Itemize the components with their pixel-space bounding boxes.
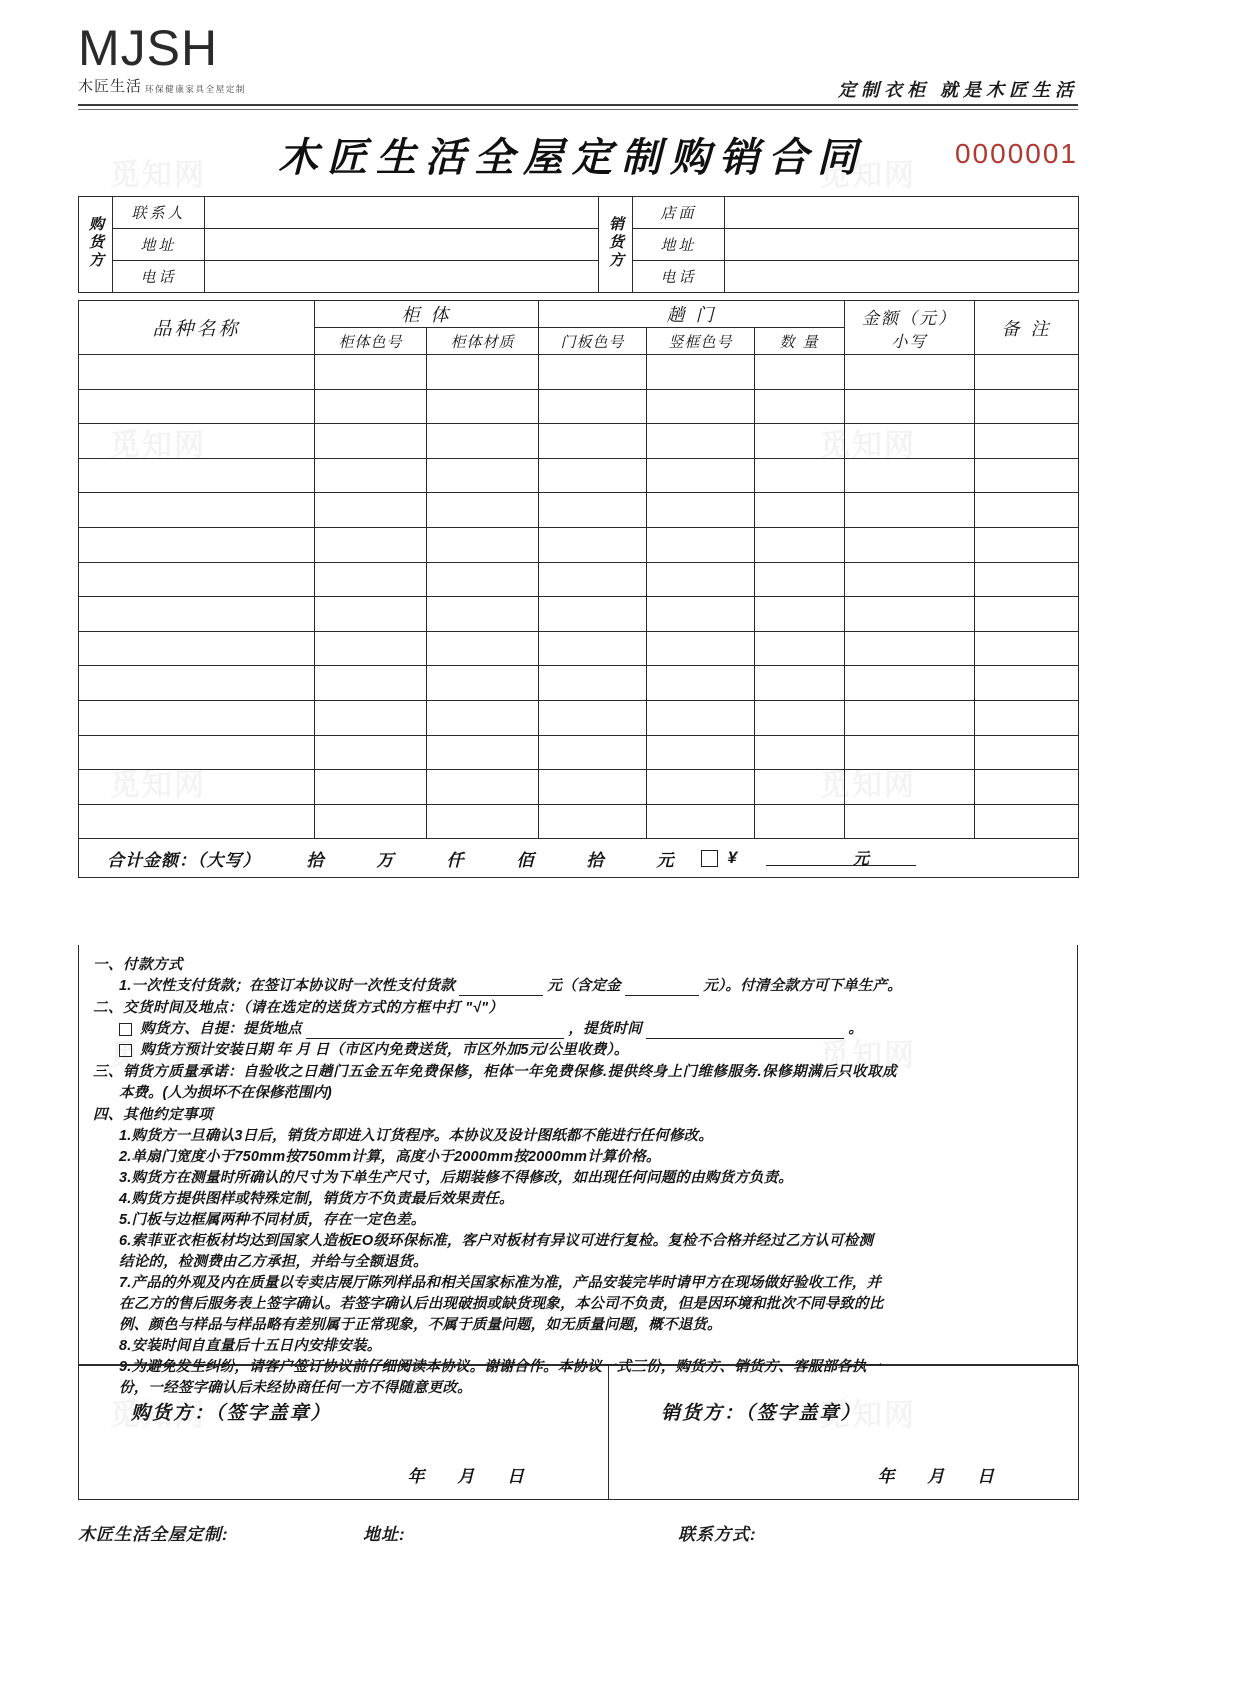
item-cell[interactable] — [539, 458, 647, 493]
terms-1-1-b: 元（含定金 — [547, 978, 621, 994]
item-cell[interactable] — [845, 389, 975, 424]
item-cell[interactable] — [427, 631, 539, 666]
item-cell[interactable] — [427, 666, 539, 701]
item-cell[interactable] — [539, 700, 647, 735]
col-vertical-frame-color-code: 竖框色号 — [647, 328, 755, 355]
item-cell[interactable] — [539, 666, 647, 701]
item-cell[interactable] — [427, 424, 539, 459]
terms-2-2 — [93, 1040, 1063, 1060]
signature-table — [78, 1365, 1079, 1500]
item-cell[interactable] — [755, 700, 845, 735]
item-cell[interactable] — [845, 424, 975, 459]
table-row — [79, 562, 1079, 597]
delivery-checkbox[interactable] — [119, 1044, 132, 1057]
buyer-signature-cell[interactable] — [79, 1366, 609, 1500]
unit-shi: 拾 — [586, 850, 605, 870]
col-door-panel-color-code: 门板色号 — [539, 328, 647, 355]
item-cell[interactable] — [755, 631, 845, 666]
col-group-cabinet: 柜 体 — [315, 301, 539, 328]
item-cell[interactable] — [975, 804, 1079, 839]
title-row — [78, 126, 1078, 182]
item-cell[interactable] — [427, 804, 539, 839]
buyer-address-label: 地址 — [113, 229, 205, 261]
terms-4-9b: 份，一经签字确认后未经协商任何一方不得随意更改。 — [119, 1380, 472, 1396]
item-cell[interactable] — [79, 804, 315, 839]
item-cell[interactable] — [315, 631, 427, 666]
header-divider — [78, 104, 1078, 106]
table-header-row — [79, 301, 1079, 328]
payment-amount-input[interactable] — [459, 981, 543, 996]
item-cell[interactable] — [315, 424, 427, 459]
buyer-phone-label: 电话 — [113, 261, 205, 293]
seller-signature-date[interactable]: 年 月 日 — [877, 1467, 1008, 1486]
col-cabinet-color-code: 柜体色号 — [315, 328, 427, 355]
item-cell[interactable] — [647, 631, 755, 666]
buyer-address-value[interactable] — [205, 229, 599, 261]
buyer-contact-label: 联系人 — [113, 197, 205, 229]
total-checkbox[interactable] — [701, 850, 718, 867]
pickup-location-input[interactable] — [306, 1024, 564, 1039]
item-cell[interactable] — [539, 804, 647, 839]
terms-section3-cont: 本费。(人为损坏不在保修范围内) — [119, 1085, 332, 1101]
item-cell[interactable] — [975, 389, 1079, 424]
item-cell[interactable] — [539, 424, 647, 459]
table-row — [79, 261, 1079, 293]
seller-phone-value[interactable] — [725, 261, 1079, 293]
item-cell[interactable] — [315, 527, 427, 562]
table-row — [79, 389, 1079, 424]
table-row — [79, 735, 1079, 770]
col-cabinet-material: 柜体材质 — [427, 328, 539, 355]
terms-4-9a: 9.为避免发生纠纷，请客户签订协议前仔细阅读本协议。谢谢合作。本协议一式三份，购货方、销货方、客服部各执一 — [119, 1359, 882, 1375]
terms-section1-title: 一、付款方式 — [93, 957, 183, 973]
item-cell[interactable] — [427, 735, 539, 770]
item-cell[interactable] — [845, 631, 975, 666]
item-cell[interactable] — [539, 527, 647, 562]
terms-1-1-a: 1.一次性支付货款；在签订本协议时一次性支付货款 — [119, 978, 455, 994]
seller-address-label: 地址 — [633, 229, 725, 261]
terms-4-8: 8.安装时间自直量后十五日内安排安装。 — [119, 1338, 382, 1354]
item-cell[interactable] — [315, 562, 427, 597]
logo-descriptor: 环保健康家具全屋定制 — [145, 84, 247, 94]
footer-address-label: 地址: — [363, 1525, 406, 1544]
item-cell[interactable] — [79, 735, 315, 770]
item-cell[interactable] — [845, 458, 975, 493]
item-cell[interactable] — [427, 562, 539, 597]
item-cell[interactable] — [647, 666, 755, 701]
unit-shi-wan: 拾 — [306, 850, 325, 870]
item-cell[interactable] — [539, 389, 647, 424]
parties-table — [78, 196, 1079, 293]
terms-section3-title: 三、销货方质量承诺：自验收之日趟门五金五年免费保修，柜体一年免费保修.提供终身上门维修服务.保修期满后只收取成 — [93, 1064, 898, 1080]
seller-store-value[interactable] — [725, 197, 1079, 229]
item-cell[interactable] — [647, 458, 755, 493]
item-cell[interactable] — [539, 493, 647, 528]
item-cell[interactable] — [79, 597, 315, 632]
item-cell[interactable] — [647, 597, 755, 632]
col-amount: 金额（元） 小写 — [845, 301, 975, 355]
item-cell[interactable] — [845, 770, 975, 805]
item-cell[interactable] — [315, 493, 427, 528]
item-cell[interactable] — [975, 527, 1079, 562]
item-cell[interactable] — [647, 804, 755, 839]
item-cell[interactable] — [755, 770, 845, 805]
item-cell[interactable] — [79, 770, 315, 805]
table-row — [79, 197, 1079, 229]
item-cell[interactable] — [975, 597, 1079, 632]
logo-subline — [78, 75, 246, 96]
table-row — [79, 1366, 1079, 1500]
item-cell[interactable] — [647, 562, 755, 597]
item-cell[interactable] — [427, 770, 539, 805]
item-cell[interactable] — [79, 562, 315, 597]
item-cell[interactable] — [755, 355, 845, 390]
page-title: 木匠生活全屋定制购销合同 — [278, 136, 866, 180]
total-amount-row — [79, 839, 1079, 878]
items-body — [79, 355, 1079, 839]
item-cell[interactable] — [79, 527, 315, 562]
brand-logo — [78, 22, 246, 96]
seller-signature-cell[interactable] — [609, 1366, 1079, 1500]
seller-phone-label: 电话 — [633, 261, 725, 293]
item-cell[interactable] — [79, 458, 315, 493]
item-cell[interactable] — [539, 735, 647, 770]
item-cell[interactable] — [539, 562, 647, 597]
terms-4-7a: 7.产品的外观及内在质量以专卖店展厅陈列样品和相关国家标准为准，产品安装完毕时请甲方在现场做好验收工作，并 — [119, 1275, 882, 1291]
item-cell[interactable] — [647, 355, 755, 390]
small-amount-unit: 元 — [852, 851, 870, 869]
currency-symbol: ¥ — [727, 848, 738, 868]
item-cell[interactable] — [845, 597, 975, 632]
item-cell[interactable] — [79, 493, 315, 528]
item-cell[interactable] — [845, 735, 975, 770]
item-cell[interactable] — [315, 700, 427, 735]
item-cell[interactable] — [755, 389, 845, 424]
terms-2-1-c: 。 — [848, 1021, 864, 1037]
item-cell[interactable] — [975, 735, 1079, 770]
logo-wordmark: MJSH — [78, 20, 219, 76]
item-cell[interactable] — [755, 735, 845, 770]
item-cell[interactable] — [755, 666, 845, 701]
terms-2-2-text: 购货方预计安装日期 年 月 日（市区内免费送货，市区外加5元/公里收费）。 — [140, 1042, 629, 1058]
item-cell[interactable] — [755, 493, 845, 528]
terms-4-5: 5.门板与边框属两种不同材质，存在一定色差。 — [119, 1212, 426, 1228]
terms-1-1-c: 元）。付清全款方可下单生产。 — [703, 978, 902, 994]
item-cell[interactable] — [315, 458, 427, 493]
footer-contact-label: 联系方式: — [678, 1525, 757, 1544]
item-cell[interactable] — [79, 389, 315, 424]
terms-section2-title: 二、交货时间及地点：（请在选定的送货方式的方框中打 "√"） — [93, 1000, 504, 1016]
unit-bai: 佰 — [516, 850, 535, 870]
table-row — [79, 700, 1079, 735]
item-cell[interactable] — [975, 355, 1079, 390]
terms-2-1-a: 购货方、自提：提货地点 — [140, 1021, 302, 1037]
self-pickup-checkbox[interactable] — [119, 1023, 132, 1036]
table-row — [79, 355, 1079, 390]
buyer-party-label: 购货方 — [79, 197, 113, 293]
terms-section4-title: 四、其他约定事项 — [93, 1107, 213, 1123]
seller-store-label: 店面 — [633, 197, 725, 229]
seller-party-label: 销货方 — [599, 197, 633, 293]
terms-4-6a: 6.索菲亚衣柜板材均达到国家人造板EO级环保标准，客户对板材有异议可进行复检。复检不合格并经过乙方认可检测 — [119, 1233, 874, 1249]
item-cell[interactable] — [647, 770, 755, 805]
item-cell[interactable] — [539, 770, 647, 805]
page-header — [78, 22, 1078, 104]
terms-4-3: 3.购货方在测量时所确认的尺寸为下单生产尺寸，后期装修不得修改，如出现任何问题的由购货方负责。 — [119, 1170, 793, 1186]
buyer-contact-value[interactable] — [205, 197, 599, 229]
item-cell[interactable] — [315, 597, 427, 632]
item-cell[interactable] — [755, 458, 845, 493]
item-cell[interactable] — [79, 631, 315, 666]
item-cell[interactable] — [755, 562, 845, 597]
item-cell[interactable] — [79, 424, 315, 459]
col-quantity: 数 量 — [755, 328, 845, 355]
item-cell[interactable] — [315, 389, 427, 424]
item-cell[interactable] — [79, 700, 315, 735]
terms-4-6b: 结论的，检测费由乙方承担，并给与全额退货。 — [119, 1254, 428, 1270]
brand-slogan: 定制衣柜 就是木匠生活 — [838, 80, 1078, 100]
item-cell[interactable] — [315, 666, 427, 701]
items-table — [78, 300, 1079, 878]
total-label: 合计金额：（大写） — [107, 850, 261, 870]
buyer-signature-label: 购货方：（签字盖章） — [131, 1403, 332, 1424]
col-remark: 备 注 — [975, 301, 1079, 355]
table-row — [79, 458, 1079, 493]
item-cell[interactable] — [427, 527, 539, 562]
terms-4-4: 4.购货方提供图样或特殊定制，销货方不负责最后效果责任。 — [119, 1191, 514, 1207]
unit-wan: 万 — [376, 850, 395, 870]
item-cell[interactable] — [427, 458, 539, 493]
item-cell[interactable] — [315, 735, 427, 770]
table-row — [79, 229, 1079, 261]
item-cell[interactable] — [755, 527, 845, 562]
buyer-signature-date[interactable]: 年 月 日 — [407, 1467, 538, 1486]
table-row — [79, 493, 1079, 528]
terms-4-7b: 在乙方的售后服务表上签字确认。若签字确认后出现破损或缺货现象，本公司不负责，但是因环境和批次不同导致的比 — [119, 1296, 884, 1312]
item-cell[interactable] — [79, 355, 315, 390]
col-group-sliding-door: 趟 门 — [539, 301, 845, 328]
item-cell[interactable] — [647, 735, 755, 770]
item-cell[interactable] — [975, 700, 1079, 735]
table-row — [79, 424, 1079, 459]
item-cell[interactable] — [79, 666, 315, 701]
item-cell[interactable] — [647, 527, 755, 562]
terms-1-1 — [93, 976, 1063, 996]
unit-yuan: 元 — [656, 850, 675, 870]
item-cell[interactable] — [975, 770, 1079, 805]
item-cell[interactable] — [427, 597, 539, 632]
table-row — [79, 804, 1079, 839]
item-cell[interactable] — [755, 424, 845, 459]
table-row — [79, 527, 1079, 562]
item-cell[interactable] — [975, 631, 1079, 666]
terms-4-2: 2.单扇门宽度小于750mm按750mm计算，高度小于2000mm按2000mm计算价格。 — [119, 1149, 661, 1165]
items-section — [78, 300, 1078, 878]
item-cell[interactable] — [647, 493, 755, 528]
table-row — [79, 597, 1079, 632]
deposit-amount-input[interactable] — [625, 981, 699, 996]
item-cell[interactable] — [975, 493, 1079, 528]
signature-section — [78, 1365, 1078, 1500]
terms-section — [78, 945, 1078, 1396]
header-divider-thin — [78, 109, 1078, 110]
item-cell[interactable] — [315, 804, 427, 839]
item-cell[interactable] — [845, 700, 975, 735]
item-cell[interactable] — [845, 355, 975, 390]
parties-section — [78, 196, 1078, 293]
item-cell[interactable] — [845, 804, 975, 839]
col-item-name: 品种名称 — [79, 301, 315, 355]
item-cell[interactable] — [539, 631, 647, 666]
footer-company: 木匠生活全屋定制: — [78, 1525, 229, 1544]
terms-4-1: 1.购货方一旦确认3日后，销货方即进入订货程序。本协议及设计图纸都不能进行任何修改。 — [119, 1128, 714, 1144]
item-cell[interactable] — [845, 493, 975, 528]
terms-4-7c: 例、颜色与样品与样品略有差别属于正常现象，不属于质量问题，如无质量问题，概不退货。 — [119, 1317, 722, 1333]
terms-2-1 — [93, 1019, 1063, 1039]
table-row — [79, 770, 1079, 805]
item-cell[interactable] — [647, 424, 755, 459]
item-cell[interactable] — [755, 597, 845, 632]
table-row — [79, 631, 1079, 666]
item-cell[interactable] — [845, 562, 975, 597]
terms-2-1-b: ，提货时间 — [568, 1021, 642, 1037]
item-cell[interactable] — [539, 597, 647, 632]
item-cell[interactable] — [315, 770, 427, 805]
small-amount-input[interactable] — [766, 850, 916, 869]
item-cell[interactable] — [975, 666, 1079, 701]
item-cell[interactable] — [315, 355, 427, 390]
item-cell[interactable] — [427, 389, 539, 424]
buyer-phone-value[interactable] — [205, 261, 599, 293]
item-cell[interactable] — [427, 493, 539, 528]
item-cell[interactable] — [975, 562, 1079, 597]
item-cell[interactable] — [647, 700, 755, 735]
unit-qian: 仟 — [446, 850, 465, 870]
item-cell[interactable] — [427, 700, 539, 735]
serial-number: 0000001 — [954, 138, 1078, 169]
seller-signature-label: 销货方：（签字盖章） — [661, 1403, 862, 1424]
logo-chinese-name: 木匠生活 — [78, 78, 143, 95]
item-cell[interactable] — [539, 355, 647, 390]
item-cell[interactable] — [975, 424, 1079, 459]
item-cell[interactable] — [755, 804, 845, 839]
item-cell[interactable] — [427, 355, 539, 390]
pickup-time-input[interactable] — [646, 1024, 844, 1039]
table-row — [79, 666, 1079, 701]
total-amount-cell[interactable] — [79, 839, 1079, 878]
seller-address-value[interactable] — [725, 229, 1079, 261]
item-cell[interactable] — [975, 458, 1079, 493]
item-cell[interactable] — [845, 527, 975, 562]
item-cell[interactable] — [647, 389, 755, 424]
item-cell[interactable] — [845, 666, 975, 701]
